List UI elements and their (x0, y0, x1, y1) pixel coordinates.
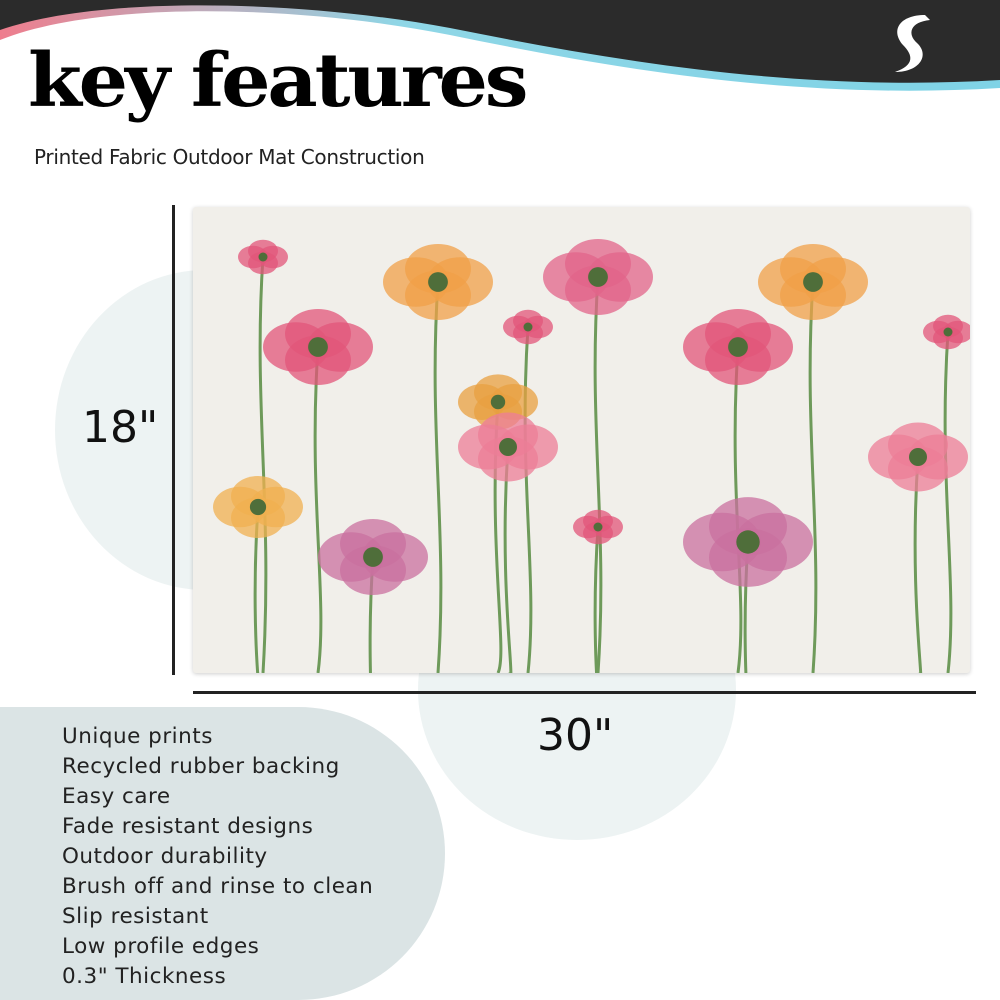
feature-item: Outdoor durability (62, 844, 268, 869)
poppy-flower (868, 423, 968, 492)
poppy-flower (503, 310, 553, 345)
feature-item: Easy care (62, 784, 171, 809)
feature-item: Recycled rubber backing (62, 754, 340, 779)
width-dimension-line (193, 691, 976, 694)
width-label: 30" (537, 710, 614, 761)
feature-item: Brush off and rinse to clean (62, 874, 374, 899)
feature-item: Low profile edges (62, 934, 260, 959)
page-title: key features (28, 38, 526, 124)
poppy-flower (683, 497, 813, 587)
height-dimension-line (172, 205, 175, 675)
height-label: 18" (82, 402, 159, 453)
poppy-flower (573, 510, 623, 545)
poppy-flower (213, 476, 303, 538)
poppy-flower (923, 315, 970, 350)
feature-item: Slip resistant (62, 904, 209, 929)
poppy-flower (318, 519, 428, 595)
product-mat-image (193, 207, 970, 673)
feature-item: 0.3" Thickness (62, 964, 227, 989)
poppy-flower (383, 244, 493, 320)
poppy-flower (458, 413, 558, 482)
poppy-flower (683, 309, 793, 385)
feature-item: Unique prints (62, 724, 213, 749)
features-list (62, 722, 373, 992)
poppy-flower (543, 239, 653, 315)
brand-logo-icon (885, 10, 945, 80)
page-subtitle: Printed Fabric Outdoor Mat Construction (34, 145, 425, 169)
feature-item: Fade resistant designs (62, 814, 314, 839)
poppy-flower (238, 240, 288, 275)
poppy-flower (758, 244, 868, 320)
poppy-flower (263, 309, 373, 385)
